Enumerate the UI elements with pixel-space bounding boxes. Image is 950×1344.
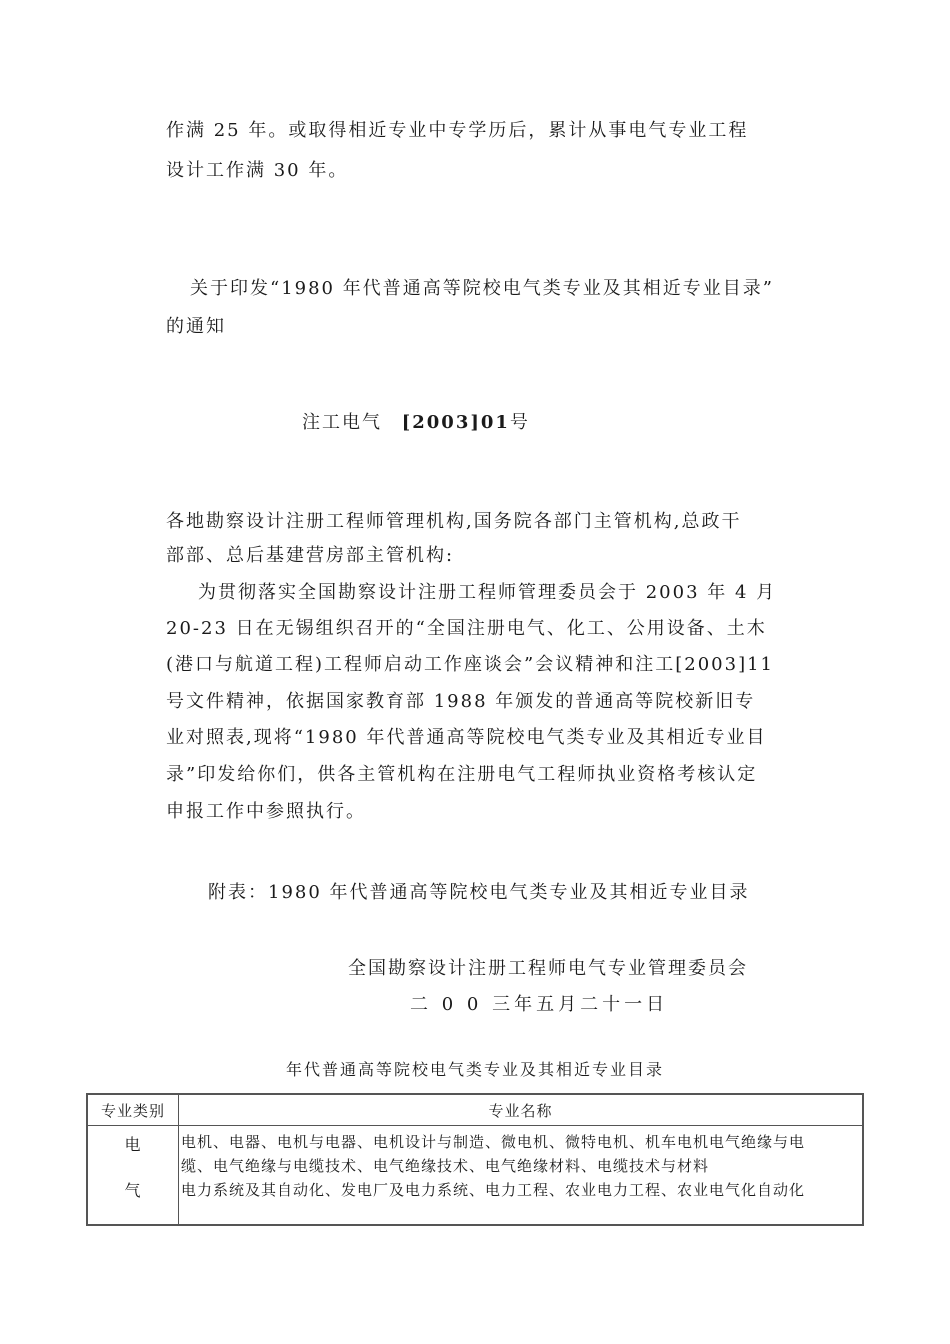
major-catalog-table [86, 1093, 864, 1226]
addressees-line-1: 各地勘察设计注册工程师管理机构,国务院各部门主管机构,总政干 [166, 511, 742, 532]
document-number-prefix: 注工电气 [302, 412, 382, 433]
body-paragraph-line: 号文件精神，依据国家教育部 1988 年颁发的普通高等院校新旧专 [166, 691, 756, 712]
issuing-organization: 全国勘察设计注册工程师电气专业管理委员会 [348, 958, 748, 979]
continued-text-line-1: 作满 25 年。或取得相近专业中专学历后，累计从事电气专业工程 [166, 120, 749, 141]
document-number-suffix: 号 [509, 412, 530, 433]
notice-title-line-1: 关于印发“1980 年代普通高等院校电气类专业及其相近专业目录” [190, 278, 774, 299]
table-title: 年代普通高等院校电气类专业及其相近专业目录 [285, 1060, 664, 1079]
addressees-line-2: 部部、总后基建营房部主管机构: [166, 545, 455, 566]
body-paragraph-line: 为贯彻落实全国勘察设计注册工程师管理委员会于 2003 年 4 月 [198, 582, 777, 603]
document-number-value: [2003]01 [401, 412, 510, 433]
body-paragraph-line: 业对照表,现将“1980 年代普通高等院校电气类专业及其相近专业目 [166, 727, 767, 748]
body-paragraph-line: (港口与航道工程)工程师启动工作座谈会”会议精神和注工[2003]11 [166, 654, 775, 675]
notice-title-line-2: 的通知 [166, 316, 226, 337]
body-paragraph-line: 录”印发给你们，供各主管机构在注册电气工程师执业资格考核认定 [166, 764, 758, 785]
body-paragraph-line: 20-23 日在无锡组织召开的“全国注册电气、化工、公用设备、土木 [166, 618, 767, 639]
major-names-cell [179, 1126, 864, 1226]
header-major-name: 专业名称 [179, 1094, 864, 1126]
category-char: 电 [124, 1135, 142, 1154]
major-names-line: 电力系统及其自动化、发电厂及电力系统、电力工程、农业电力工程、农业电气化自动化 [181, 1181, 806, 1199]
header-category: 专业类别 [87, 1094, 179, 1126]
issue-date: 二 0 0 三年五月二十一日 [410, 994, 669, 1015]
major-names-line: 缆、电气绝缘与电缆技术、电气绝缘技术、电气绝缘材料、电缆技术与材料 [181, 1157, 710, 1175]
category-char: 气 [124, 1181, 142, 1200]
body-paragraph-line: 申报工作中参照执行。 [166, 801, 366, 822]
continued-text-line-2: 设计工作满 30 年。 [166, 160, 349, 181]
document-number [302, 412, 530, 434]
attachment-reference: 附表：1980 年代普通高等院校电气类专业及其相近专业目录 [208, 882, 750, 903]
category-cell [87, 1126, 179, 1226]
major-names-line: 电机、电器、电机与电器、电机设计与制造、微电机、微特电机、机车电机电气绝缘与电 [181, 1133, 806, 1151]
table-header-row [87, 1094, 863, 1126]
table-row [87, 1126, 863, 1226]
